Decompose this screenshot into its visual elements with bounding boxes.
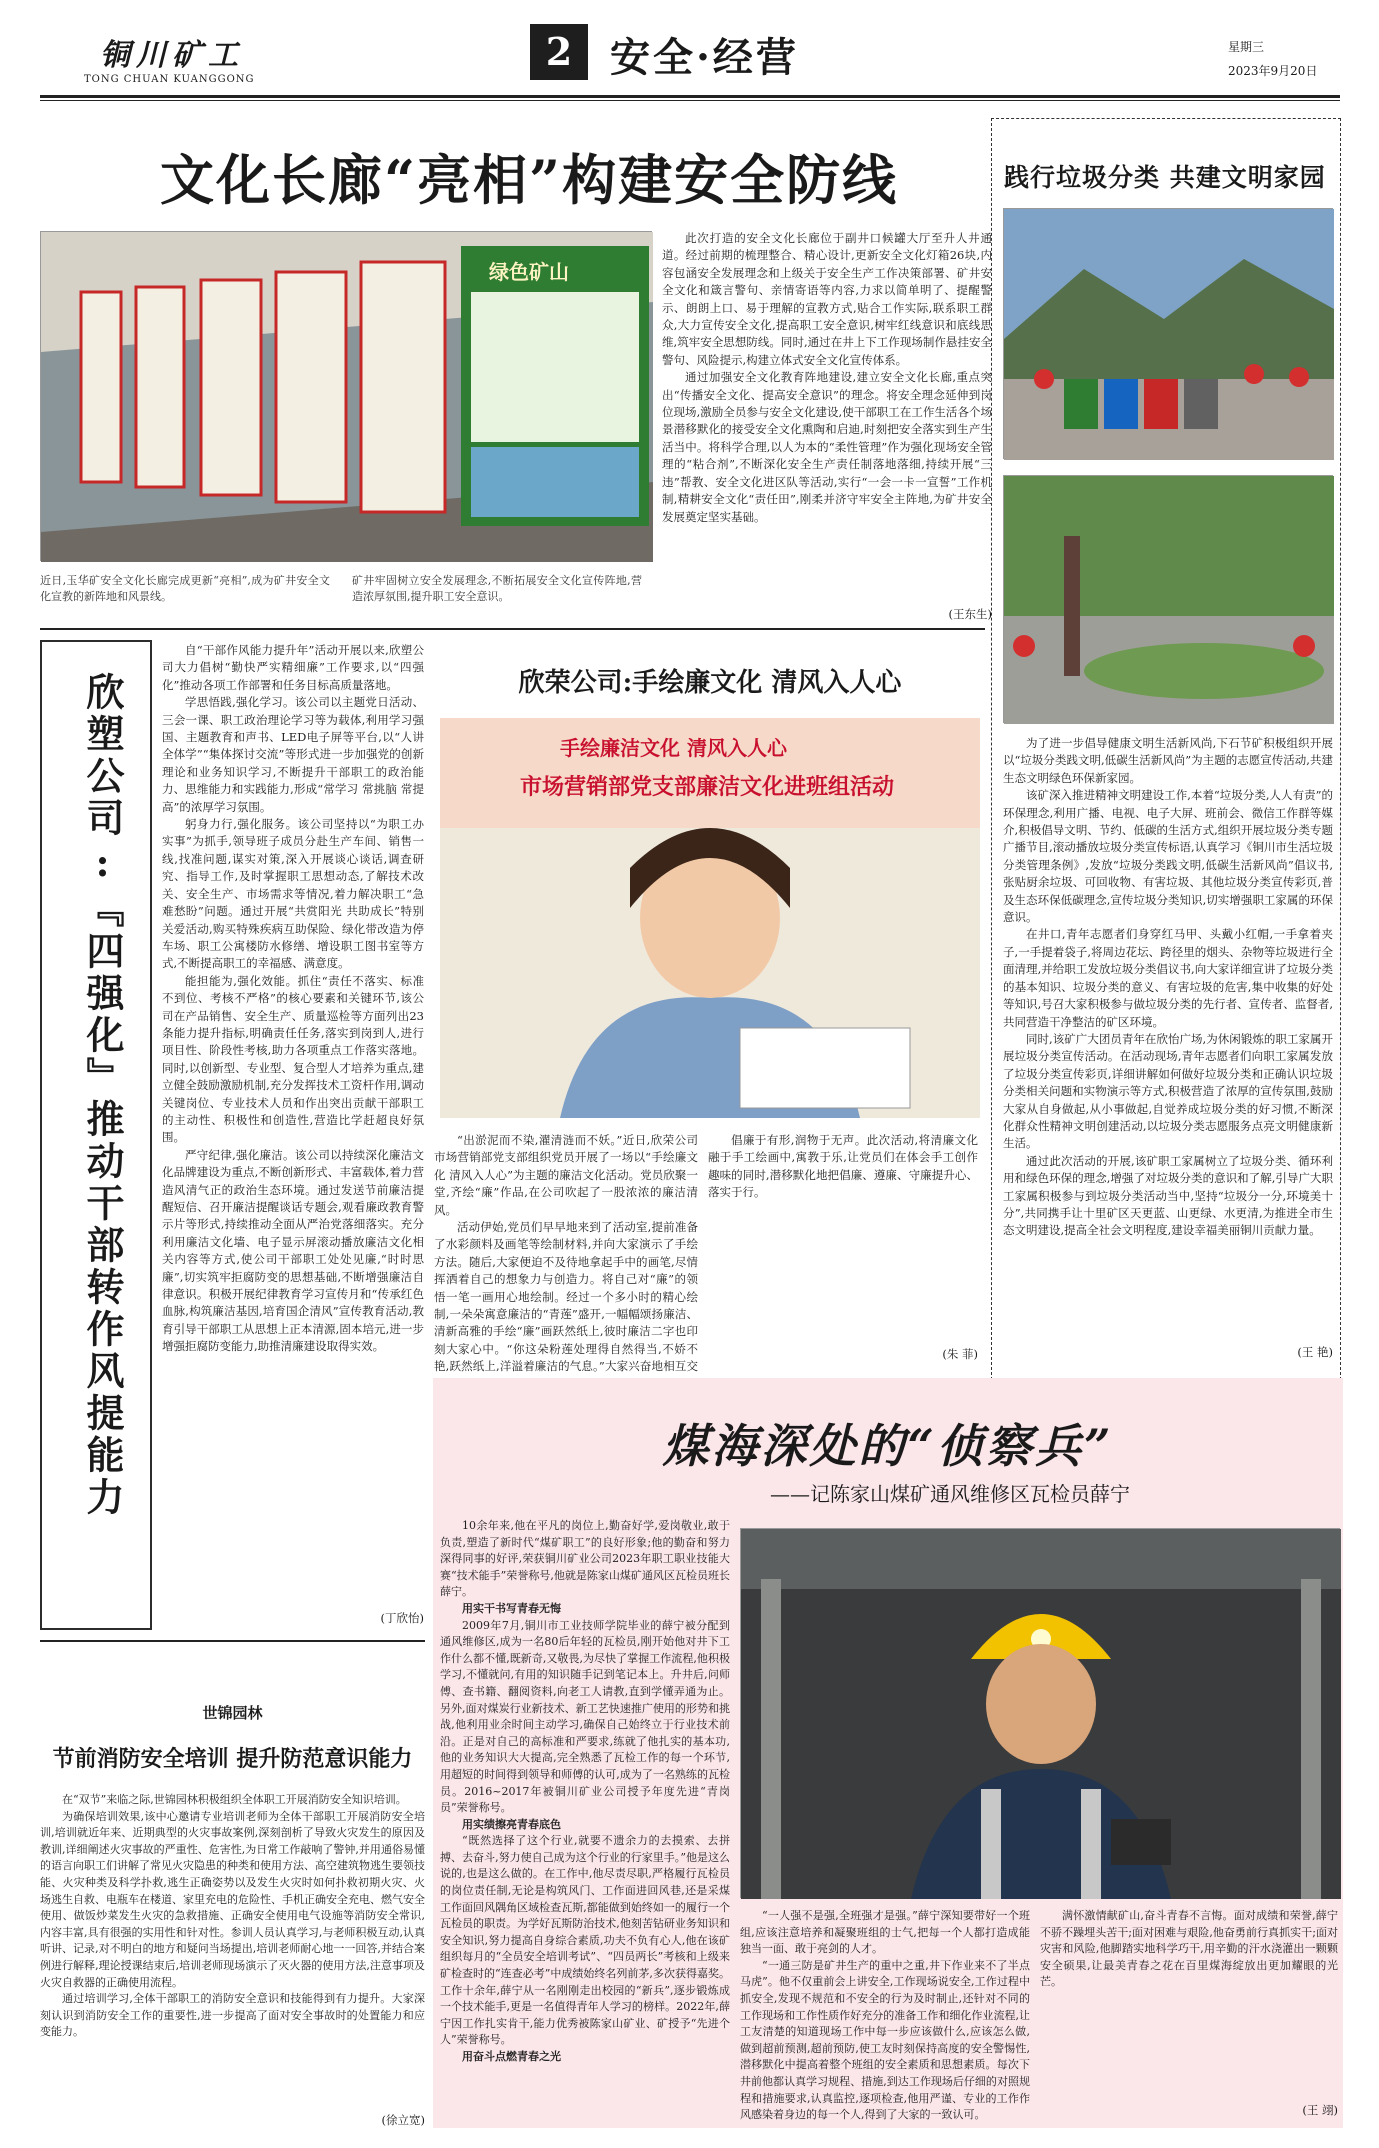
issue-date: 2023年9月20日 [1228, 64, 1318, 78]
culture-caption: 近日,玉华矿安全文化长廊完成更新“亮相”,成为矿井安全文化宣教的新阵地和风景线。 [40, 574, 330, 603]
masthead [40, 22, 1340, 94]
scout-photo [740, 1528, 1340, 1898]
scout-subhead3: 用奋斗点燃青春之光 [462, 2050, 561, 2063]
shijin-body-p3: 通过培训学习,全体干部职工的消防安全意识和技能得到有力提升。大家深刻认识到消防安全工作的重要性,进一步提高了面对安全事故时的处置能力和应变能力。 [40, 1992, 425, 2039]
waste-body [1003, 735, 1333, 1341]
shijin-top-rule [40, 1640, 425, 1642]
corridor-board-title: 绿色矿山 [489, 260, 569, 284]
xinrong-photo [440, 718, 980, 1118]
xinrong-body-p3: 倡廉于有形,润物于无声。此次活动,将清廉文化融于手工绘画中,寓教于乐,让党员们在体会手工创作趣味的同时,潜移默化地把倡廉、遵廉、守廉提升心、落实于行。 [708, 1133, 978, 1200]
waste-photo-bottom [1003, 475, 1333, 723]
culture-author: (王东生) [948, 607, 992, 621]
xinsu-body-p3: 躬身力行,强化服务。该公司坚持以“为职工办实事”为抓手,领导班子成员分赴生产车间、销售一线,找准问题,谋实对策,深入开展谈心谈话,调查研究、指导工作,及时掌握职工思想动态,了解技术改关、安全生产、市场需求等情况,着力解决职工“急难愁盼”问题。通过开展“共赏阳光 共助成长”特别关爱活动,购买特殊疾病互助保险、绿化带改造为停车场、职工公寓楼防水修缮、增设职工图书室等方式,不断提高职工的幸福感、满意度。 [162, 817, 424, 971]
culture-headline: 文化长廊“亮相”构建安全防线 [160, 148, 899, 212]
xinrong-banner-line1: 手绘廉洁文化 清风入人心 [560, 736, 787, 760]
waste-body-p5: 通过此次活动的开展,该矿职工家属树立了垃圾分类、循环利用和绿色环保的理念,增强了对垃圾分类的意识和了解,引导广大职工家属积极参与到垃圾分类活动当中,坚持“垃圾分一分,环境美十分”,共同携手让十里矿区天更蓝、山更绿、水更清,为推进全市生态文明建设,提高全社会文明程度,建设幸福美丽铜川贡献力量。 [1003, 1153, 1333, 1238]
xinrong-banner-line2: 市场营销部党支部廉洁文化进班组活动 [520, 774, 895, 800]
shijin-author: (徐立宽) [381, 2113, 425, 2127]
culture-col2-text: 矿井牢固树立安全发展理念,不断拓展安全文化宣传阵地,营造浓厚氛围,提升职工安全意识。 [352, 574, 642, 603]
scout-author: (王 翊) [1302, 2103, 1338, 2117]
waste-body-p3: 在井口,青年志愿者们身穿红马甲、头戴小红帽,一手拿着夹子,一手提着袋子,将周边花坛、跨径里的烟头、杂物等垃圾进行全面清理,并给职工发放垃圾分类倡议书,向大家详细宣讲了垃圾分类的基本知识、垃圾分类的意义、有害垃圾的危害,集中收集的好处等知识,号召大家积极参与做垃圾分类的先行者、宣传者、监督者,共同营造干净整洁的矿区环境。 [1003, 927, 1333, 1029]
culture-body-p1: 此次打造的安全文化长廊位于副井口候罐大厅至升人井通道。经过前期的梳理整合、精心设计,更新安全文化灯箱26块,内容包涵安全发展理念和上级关于安全生产工作决策部署、矿井安全文化和箴言警句、亲情寄语等内容,力求以简单明了、提醒警示、朗朗上口、易于理解的宣教方式,贴合工作实际,联系职工群众,大力宣传安全文化,提高职工安全意识,树牢红线意识和底线思维,筑牢安全思想防线。同时,通过在井上下工作现场制作悬挂安全警句、风险提示,构建立体式安全文化宣传体系。 [662, 231, 992, 367]
xinsu-body [162, 642, 424, 1606]
xinrong-author: (朱 菲) [942, 1347, 978, 1361]
xinrong-headline: 欣荣公司:手绘廉文化 清风入人心 [518, 668, 902, 698]
scout-body-right [1040, 1908, 1338, 2098]
shijin-headline: 节前消防安全培训 提升防范意识能力 [52, 1746, 413, 1772]
scout-subhead1: 用实干书写青春无悔 [462, 1601, 561, 1615]
scout-body-p3: “既然选择了这个行业,就要不遗余力的去摸索、去拼搏、去奋斗,努力使自己成为这个行业的行家里手。”他是这么说的,也是这么做的。在工作中,他尽责尽职,严格履行瓦检员的岗位责任制,无论是构筑风门、工作面进回风巷,还是采煤工作面回风隅角区域检查瓦斯,都能做到始终如一的履行一个瓦检员的职责。为学好瓦斯防治技术,他刻苦钻研业务知识和安全知识,努力提高自身综合素质,功夫不负有心人,他在该矿组织每月的“全员安全培训考试”、“四员两长”考核和上级来矿检查时的“连查必考”中成绩始终名列前茅,多次获得嘉奖。工作十余年,薛宁从一名刚刚走出校园的“新兵”,逐步锻炼成一个技术能手,更是一名值得青年人学习的榜样。2022年,薛宁因工作扎实肯干,能力优秀被陈家山矿业、矿授予“先进个人”荣誉称号。 [440, 1834, 730, 2047]
scout-body-left [440, 1518, 730, 2123]
section-title: 安全·经营 [610, 34, 799, 81]
weekday: 星期三 [1228, 40, 1265, 54]
xinsu-body-p1: 自“干部作风能力提升年”活动开展以来,欣塑公司大力倡树“勤快严实精细廉”工作要求,以“四强化”推动各项工作部署和任务目标高质量落地。 [162, 643, 424, 692]
scout-subhead2: 用实绩擦亮青春底色 [462, 1817, 561, 1831]
paper-name: 铜川矿工 [100, 38, 244, 73]
corridor-photo [40, 231, 652, 561]
scout-body-p6: 满怀激情献矿山,奋斗青春不言悔。面对成绩和荣誉,薛宁不骄不躁埋头苦干;面对困难与艰险,他奋勇前行真抓实干;面对灾害和风险,他脚踏实地科学巧干,用辛勤的汗水浇灌出一颗颗安全硕果,让最美青春之花在百里煤海绽放出更加耀眼的光芒。 [1040, 1909, 1338, 1989]
page-number-box [530, 24, 588, 80]
culture-body-p2: 通过加强安全文化教育阵地建设,建立安全文化长廊,重点突出“传播安全文化、提高安全意识”的理念。将安全理念延伸到岗位现场,激励全员参与安全文化建设,使干部职工在工作生活各个场景潜移默化的接受安全文化熏陶和启迪,时刻把安全落实到生产生活当中。将科学合理,以人为本的“柔性管理”作为强化现场安全管理的“粘合剂”,不断深化安全生产责任制落地落细,持续开展“三违”帮教、安全文化进区队等活动,实行“一会一卡一宣誓”工作机制,精耕安全文化“责任田”,刚柔并济守牢安全主阵地,为矿井安全发展奠定坚实基础。 [662, 370, 992, 524]
xinsu-body-p4: 能担能为,强化效能。抓住“责任不落实、标准不到位、考核不严格”的核心要素和关键环节,该公司在产品销售、安全生产、质量巡检等方面列出23条能力提升指标,明确责任任务,落实到岗到人,进行项目性、阶段性考核,助力各项重点工作落实落地。同时,以创新型、专业型、复合型人才培养为重点,建立健全鼓励激励机制,充分发挥技术工资杆作用,调动关键岗位、专业技术人员和作出突出贡献干部职工的主动性、积极性和创造性,营造比学赶超良好氛围。 [162, 973, 424, 1145]
xinrong-body-left [434, 1132, 698, 1374]
waste-headline: 践行垃圾分类 共建文明家园 [1004, 163, 1326, 192]
waste-body-p4: 同时,该矿广大团员青年在欣怡广场,为休闲锻炼的职工家属开展垃圾分类宣传活动。在活动现场,青年志愿者们向职工家属发放了垃圾分类宣传彩页,详细讲解如何做好垃圾分类和正确认识垃圾分类相关问题和实物演示等方式,积极营造了浓厚的宣传氛围,鼓励大家从自身做起,从小事做起,自觉养成垃圾分类的好习惯,不断深化群众性精神文明创建活动,以垃圾分类志愿服务点亮文明健康新生活。 [1003, 1031, 1333, 1151]
scout-body-p4: “一人强不是强,全班强才是强。”薛宁深知要带好一个班组,应该注意培养和凝聚班组的士气,把每一个人都打造成能独当一面、敢于亮剑的人才。 [740, 1909, 1030, 1956]
scout-body-mid [740, 1908, 1030, 2122]
page-number: 2 [545, 29, 573, 74]
xinsu-body-p5: 严守纪律,强化廉洁。该公司以持续深化廉洁文化品牌建设为重点,不断创新形式、丰富载体,着力营造风清气正的政治生态环境。通过发送节前廉洁提醒短信、召开廉洁提醒谈话专题会,观看廉政教育警示片等形式,持续推动全面从严治党落细落实。充分利用廉洁文化墙、电子显示屏滚动播放廉洁文化相关内容等方式,使公司干部职工处处见廉,“时时思廉”,切实筑牢拒腐防变的思想基础,不断增强廉洁自律意识。积极开展纪律教育学习宣传月和“传承红色血脉,构筑廉洁基因,培育国企清风”宣传教育活动,教育引导干部职工从思想上正本清源,固本培元,进一步增强拒腐防变能力,助推清廉建设取得实效。 [162, 1147, 424, 1354]
xinrong-body-p2: 活动伊始,党员们早早地来到了活动室,提前准备了水彩颜料及画笔等绘制材料,并向大家演示了手绘方法。随后,大家便迫不及待地拿起手中的画笔,尽情挥洒着自己的想象力与创造力。将自己对“廉”的领悟一笔一画用心地绘制。经过一个多小时的精心绘制,一朵朵寓意廉洁的“青莲”盛开,一幅幅颂扬廉洁、清新高雅的手绘“廉”画跃然纸上,彼时廉洁二字也印刻大家心中。“你这朵粉莲处理得自然得当,不娇不艳,跃然纸上,洋溢着廉洁的气息。”大家兴奋地相互交 [434, 1220, 698, 1374]
xinrong-body-p1: “出淤泥而不染,濯清涟而不妖。”近日,欣荣公司市场营销部党支部组织党员开展了一场以“手绘廉文化 清风入人心”为主题的廉洁文化活动。党员欣聚一堂,齐绘“廉”作品,在公司吹起了一股浓浓的廉洁清风。 [434, 1133, 698, 1217]
waste-author: (王 艳) [1297, 1345, 1333, 1359]
scout-subheadline: ——记陈家山煤矿通风维修区瓦检员薛宁 [770, 1482, 1130, 1506]
culture-bottom-rule [40, 628, 985, 630]
waste-photo-bottom-image [1004, 476, 1334, 724]
scout-body-p2: 2009年7月,铜川市工业技师学院毕业的薛宁被分配到通风维修区,成为一名80后年轻的瓦检员,刚开始他对井下工作什么都不懂,既新奇,又敬畏,为尽快了掌握工作流程,他积极学习,不懂就问,有用的知识随手记到笔记本上。升井后,问师傅、查书籍、翻阅资料,向老工人请教,直到学懂弄通为止。另外,面对煤炭行业新技术、新工艺快速推广使用的形势和挑战,他利用业余时间主动学习,确保自己始终立于行业技术前沿。正是对自己的高标准和严要求,练就了他扎实的基本功,他的业务知识大大提高,完全熟悉了瓦检工作的每一个环节,用超短的时间得到领导和师傅的认可,成为了一名熟练的瓦检员。2016~2017年被铜川矿业公司授予年度先进“青岗员”荣誉称号。 [440, 1618, 730, 1815]
masthead-rule-thin [40, 100, 1340, 101]
shijin-body-p2: 为确保培训效果,该中心邀请专业培训老师为全体干部职工开展消防安全培训,培训就近年来、近期典型的火灾事故案例,深刻剖析了导致火灾发生的原因及教训,详细阐述火灾事故的严重性、危害性,为日常工作敲响了警钟,并用通俗易懂的语言向职工们讲解了常见火灾隐患的种类和使用方法、高空建筑物逃生要领技能、火灾种类及科学扑救,逃生正确姿势以及发生火灾时如何扑救初期火灾、火场逃生自救、电瓶车在楼道、家里充电的危险性、手机正确安全充电、燃气安全使用、做饭炒菜发生火灾的急救措施、正确安全使用电气设施等消防安全常识,内容丰富,具有很强的实用性和针对性。参训人员认真学习,与老师积极互动,认真听讲、记录,对不明白的地方和疑问当场提出,培训老师耐心地一一回答,并结合案例进行解释,理论授课结束后,培训老师现场演示了灭火器的使用方法,注意事项及火灾自救器的正确使用流程。 [40, 1809, 425, 1989]
scout-headline: 煤海深处的“侦察兵” [662, 1419, 1114, 1473]
waste-body-p2: 该矿深入推进精神文明建设工作,本着“垃圾分类,人人有责”的环保理念,利用广播、电视、电子大屏、班前会、微信工作群等媒介,积极倡导文明、节约、低碳的生活方式,组织开展垃圾分类专题广播节目,滚动播放垃圾分类宣传标语,认真学习《铜川市生活垃圾分类管理条例》,发放“垃圾分类践文明,低碳生活新风尚”倡议书,张贴厨余垃圾、可回收物、有害垃圾、其他垃圾分类宣传彩页,普及生态环保低碳理念,宣传垃圾分类知识,切实增强职工家属的环保意识。 [1003, 788, 1333, 925]
shijin-body-p1: 在“双节”来临之际,世锦园林积极组织全体职工开展消防安全知识培训。 [62, 1793, 407, 1806]
waste-photo-top [1003, 208, 1333, 459]
masthead-rule [40, 95, 1340, 98]
xinsu-body-p2: 学思悟践,强化学习。该公司以主题党日活动、三会一课、职工政治理论学习等为载体,利用学习强国、主题教育和声书、LED电子屏等平台,以“人讲 全体学”“集体探讨交流”等形式进一步加强党的创新理论和业务知识学习,不断提升干部职工的政治能力、思维能力和实践能力,形成“常学习 常挑脑 常提高”的浓厚学习氛围。 [162, 695, 424, 814]
shijin-kicker: 世锦园林 [202, 1704, 263, 1722]
xinsu-headline: 欣塑公司:『四强化』推动干部转作风提能力 [80, 672, 125, 1519]
scout-body-p5: “一通三防是矿井生产的重中之重,井下作业来不了半点马虎”。他不仅重前会上讲安全,工作现场说安全,工作过程中抓安全,发现不规范和不安全的行为及时制止,还针对不同的工作现场和工作性质作好充分的准备工作和细化作业流程,让工友清楚的知道现场工作中每一步应该做什么,应该怎么做,做到超前预测,超前预防,使工友时刻保持高度的安全警惕性,潜移默化中提高着整个班组的安全素质和思想素质。每次下井前他都认真学习规程、措施,到达工作现场后仔细的对照规程和措施要求,认真监控,逐项检查,他用严谨、专业的工作作风感染着身边的每一个人,得到了大家的一致认可。 [740, 1958, 1030, 2122]
paper-name-pinyin: TONG CHUAN KUANGGONG [84, 74, 255, 85]
shijin-body [40, 1792, 425, 2107]
scout-body-p1: 10余年来,他在平凡的岗位上,勤奋好学,爱岗敬业,敢于负责,塑造了新时代“煤矿职工”的良好形象;他的勤奋和努力深得同事的好评,荣获铜川矿业公司2023年职工职业技能大赛“技术能手”荣誉称号,他就是陈家山煤矿通风区瓦检员班长薛宁。 [440, 1519, 730, 1599]
culture-body [662, 230, 992, 602]
xinrong-body-right [708, 1132, 978, 1342]
waste-photo-top-image [1004, 209, 1334, 460]
xinsu-author: (丁欣怡) [380, 1611, 424, 1625]
xinsu-box [40, 640, 152, 1630]
waste-body-p1: 为了进一步倡导健康文明生活新风尚,下石节矿积极组织开展以“垃圾分类践文明,低碳生活新风尚”为主题的志愿宣传活动,共建生态文明绿色环保新家园。 [1003, 736, 1333, 785]
scout-photo-image [741, 1529, 1341, 1899]
